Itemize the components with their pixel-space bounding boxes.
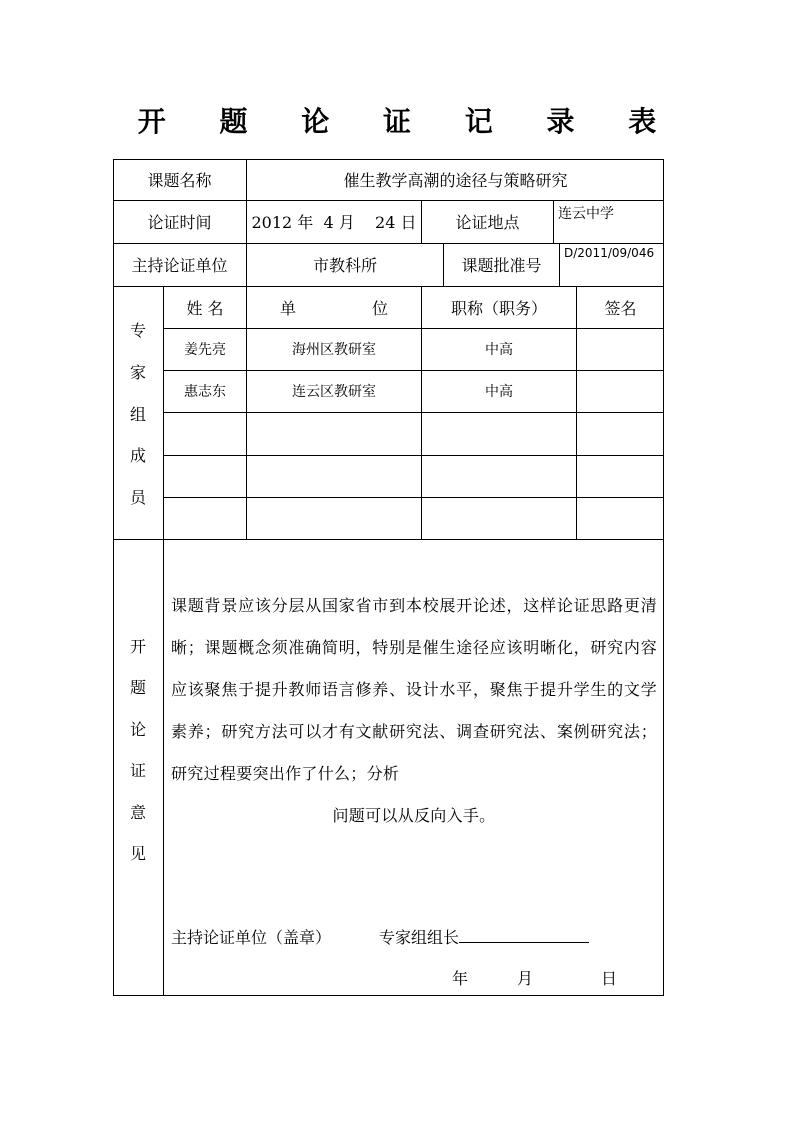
- opinion-text: [171, 585, 657, 837]
- opinion-body: 课题背景应该分层从国家省市到本校展开论述，这样论证思路更清晰；课题概念须准确简明，特别是催生途径应该明晰化，研究内容应该聚焦于提升教师语言修养、设计水平，聚焦于提升学生的文学素养；研究方法可以才有文献研究法、调查研究法、案例研究法；研究过程要突出作了什么；分析: [171, 596, 657, 783]
- leader-label: 专家组组长: [379, 928, 460, 947]
- experts-side-label: [113, 318, 163, 508]
- date-day: 日: [601, 969, 618, 988]
- row-divider: [113, 539, 664, 540]
- date-month: 月: [517, 969, 534, 988]
- side-char: 家: [129, 362, 146, 382]
- row-divider: [163, 455, 664, 456]
- approval-no-label: 课题批准号: [461, 256, 542, 275]
- expert-signature: [577, 328, 664, 370]
- location-value: 连云中学: [558, 206, 614, 222]
- expert-unit: 海州区教研室: [292, 342, 376, 358]
- expert-name: 惠志东: [184, 384, 226, 400]
- col-divider: [246, 286, 247, 539]
- row-divider: [163, 497, 664, 498]
- side-char: 见: [129, 843, 146, 863]
- expert-title: 中高: [485, 384, 513, 400]
- host-unit-value: 市教科所: [312, 256, 377, 275]
- header-unit: 单: [279, 298, 296, 318]
- time-label: 论证时间: [147, 213, 212, 232]
- side-char: 开: [129, 637, 146, 656]
- header-signature: 签名: [604, 298, 637, 318]
- topic-value: 催生教学高潮的途径与策略研究: [343, 171, 568, 190]
- leader-signature-blank[interactable]: [459, 928, 589, 943]
- header-title: 职称（职务）: [450, 298, 547, 318]
- header-unit-2: 位: [371, 298, 388, 318]
- host-unit-label: 主持论证单位: [131, 256, 228, 275]
- expert-signature: [577, 370, 664, 412]
- side-char: 组: [129, 404, 146, 424]
- topic-label: 课题名称: [147, 171, 212, 190]
- side-char: 题: [129, 678, 146, 698]
- time-value: 2012 年 4 月 24 日: [251, 213, 417, 232]
- side-char: 成: [129, 446, 146, 466]
- host-seal-label: 主持论证单位（盖章）: [171, 928, 332, 947]
- approval-no-value: D/2011/09/046: [564, 246, 655, 260]
- row-divider: [163, 412, 664, 413]
- side-char: 证: [129, 761, 146, 781]
- signature-line: [171, 925, 589, 948]
- expert-name: 姜先亮: [184, 342, 226, 358]
- side-char: 员: [129, 488, 146, 507]
- page-title: 开 题 论 证 记 录 表: [137, 105, 679, 138]
- side-char: 专: [129, 321, 146, 340]
- date-year: 年: [452, 969, 469, 988]
- side-char: 论: [129, 719, 146, 739]
- expert-unit: 连云区教研室: [292, 384, 376, 400]
- opinion-side-label: [113, 634, 163, 864]
- side-char: 意: [129, 802, 146, 822]
- expert-title: 中高: [485, 342, 513, 358]
- header-name: 姓 名: [186, 298, 224, 318]
- opinion-last-line: 问题可以从反向入手。: [332, 806, 496, 825]
- location-label: 论证地点: [455, 213, 520, 232]
